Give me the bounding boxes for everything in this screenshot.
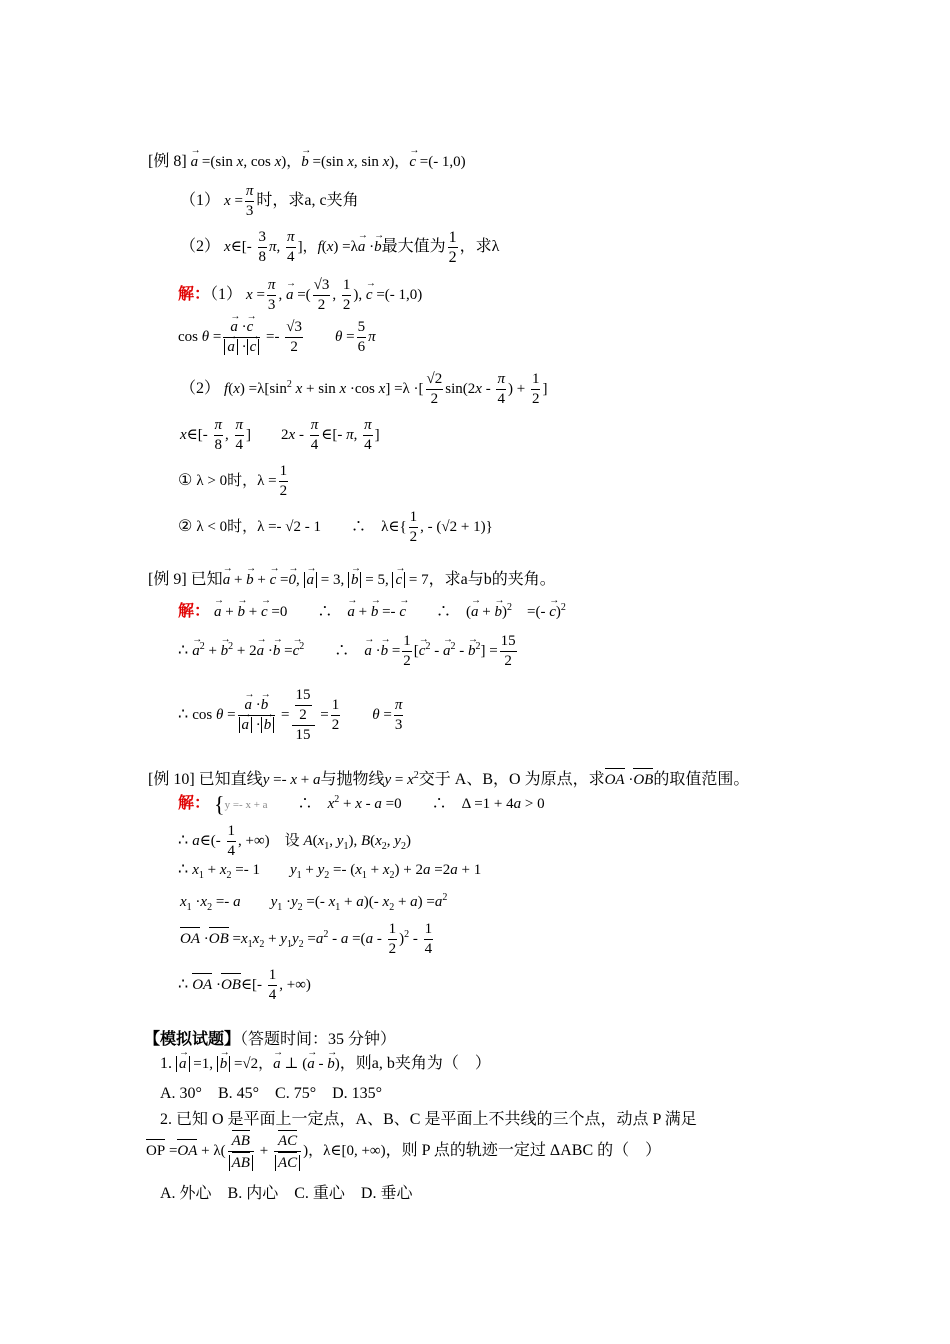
mock-q1-options: A. 30° B. 45° C. 75° D. 135° — [160, 1085, 383, 1102]
example-8-q1: （1） x = $\frac{\pi}{3}$ 时，求a, c夹角 — [180, 183, 359, 219]
mock-q2: 2. 已知 O 是平面上一定点，A、B、C 是平面上不共线的三个点，动点 P 满足 — [160, 1111, 697, 1128]
mock-q2-options: A. 外心 B. 内心 C. 重心 D. 垂心 — [160, 1185, 413, 1202]
example-8-range: x∈[- $\frac{\pi}{8}$ , $\frac{\pi}{4}$ ] 2x - $\frac{\pi}{4}$ ∈[- π, $\frac{\pi}{4}$ ] — [180, 417, 380, 453]
mock-q1: 1. → a =1, → b =√2，→ a ⊥ (→ a - → b)，则a, b夹角为（ ） — [160, 1054, 491, 1074]
mock-q2-formula: OP =OA + λ( $\frac{AB}{AB}$ + $\frac{AC}{AC}$ )，λ∈[0, +∞)，则 P 点的轨迹一定过 ΔABC 的（ ） — [146, 1130, 661, 1173]
example-label: [例 9] — [148, 571, 187, 588]
example-10-solution-4: $x_1 \cdot x_2 =- a$ $y_1 \cdot y_2$ =(- $x_1 + a)(-$ $x_2 + a) =a^2$ — [180, 892, 448, 913]
example-8-header — [148, 152, 466, 172]
mock-test-title: 【模拟试题】 — [144, 1031, 241, 1048]
example-10-solution-5: OA $\cdot OB =x_1x_2 + y_1y_2 =a^2 - a =(a$ - $\frac{1}{2}$ )$^2$ - $\frac{1}{4}$ — [180, 921, 433, 957]
example-10-solution-6: ∴ OA ·OB∈[- $\frac{1}{4}$ , +∞) — [178, 967, 311, 1003]
solution-label: 解： — [178, 603, 211, 620]
example-8-case-2: ② λ < 0时，λ =- √2 - 1 ∴ λ∈{ $\frac{1}{2}$ , - (√2 + 1)} — [178, 509, 493, 545]
solution-label: 解： — [178, 795, 211, 812]
example-8-solution-2: （2） $f(x) =\lambda[\sin^2$ x + sin x ·cos x] =λ ·[ $\frac{√2}{2}$ sin(2x - $\frac{\pi}{4}$ ) + $\frac{1}{2}$ ] — [180, 371, 548, 407]
example-9-solution-1: 解： → a + → b + → c =0 ∴ → a + → b =- → c ∴ (→ a + → b)$^2$ =(- → c)$^2$ — [178, 598, 566, 622]
example-label: [例 8] — [148, 153, 187, 170]
example-9-header: [例 9] 已知→ a + → b + → c =→ 0, → a = 3, → b = 5, → c = 7，求a与b的夹角。 — [148, 570, 556, 590]
example-10-solution-3: ∴ $x_1 + x_2 =- 1$ $y_1 + y_2 =- (x_1 + x_2) + 2a =2a + 1$ — [178, 861, 482, 881]
example-10-solution-1: 解： {y =- x + a ∴ $x^2 + x - a =0$ ∴ Δ =1 + 4a > 0 — [178, 791, 545, 817]
example-9-solution-3: ∴ cos θ = → a ·→ b → a ·→ b = $\frac{\frac{15}{2}}{15}$ = $\frac{1}{2}$ θ = $\frac{\pi}{3}$ — [178, 686, 405, 745]
solution-label: 解： — [178, 285, 211, 303]
example-10-solution-2: ∴ a∈(- $\frac{1}{4}$ , +∞) 设 $A(x_1$, $y_1$), $B(x_2$, $y_2$) — [178, 823, 411, 859]
example-10-header: [例 10] 已知直线y =- x + a与抛物线$y = x^2$交于 A、B，O 为原点，求OA ·OB的取值范围。 — [148, 770, 750, 788]
example-8-cos: cos θ = → a ·→ c → a ·→ c =- $\frac{√3}{2}$ θ = $\frac{5}{6}$ π — [178, 318, 376, 357]
example-9-solution-2: ∴ → $a^2$ + → $b^2 + 2\to a \cdot\to b =\to c^2$ ∴ → a ·→ b = $\frac{1}{2}$ [→ $c^2$ - → $a^2$ - → $b^2$] = $\frac{15}{2}$ — [178, 632, 519, 671]
example-8-case-1: ① λ > 0时，λ = $\frac{1}{2}$ — [178, 463, 288, 499]
example-8-q2: （2） x∈[- $\frac{3}{8}$ π, $\frac{\pi}{4}$ ]，f(x) =λ→ a ·→ b最大值为 $\frac{1}{2}$ ，求λ — [180, 228, 499, 267]
example-label: [例 10] — [148, 771, 195, 788]
example-8-solution-1: 解：（1） x = $\frac{\pi}{3}$ , → a =( $\frac{√3}{2}$ , $\frac{1}{2}$ ), → c =(- 1,0) — [178, 276, 422, 315]
example-8-given: → a =(sin x, cos x)，→ b =(sin x, sin x)，→ c =(- 1,0) — [191, 154, 466, 170]
mock-test-time: （答题时间：35 分钟） — [240, 1031, 397, 1048]
